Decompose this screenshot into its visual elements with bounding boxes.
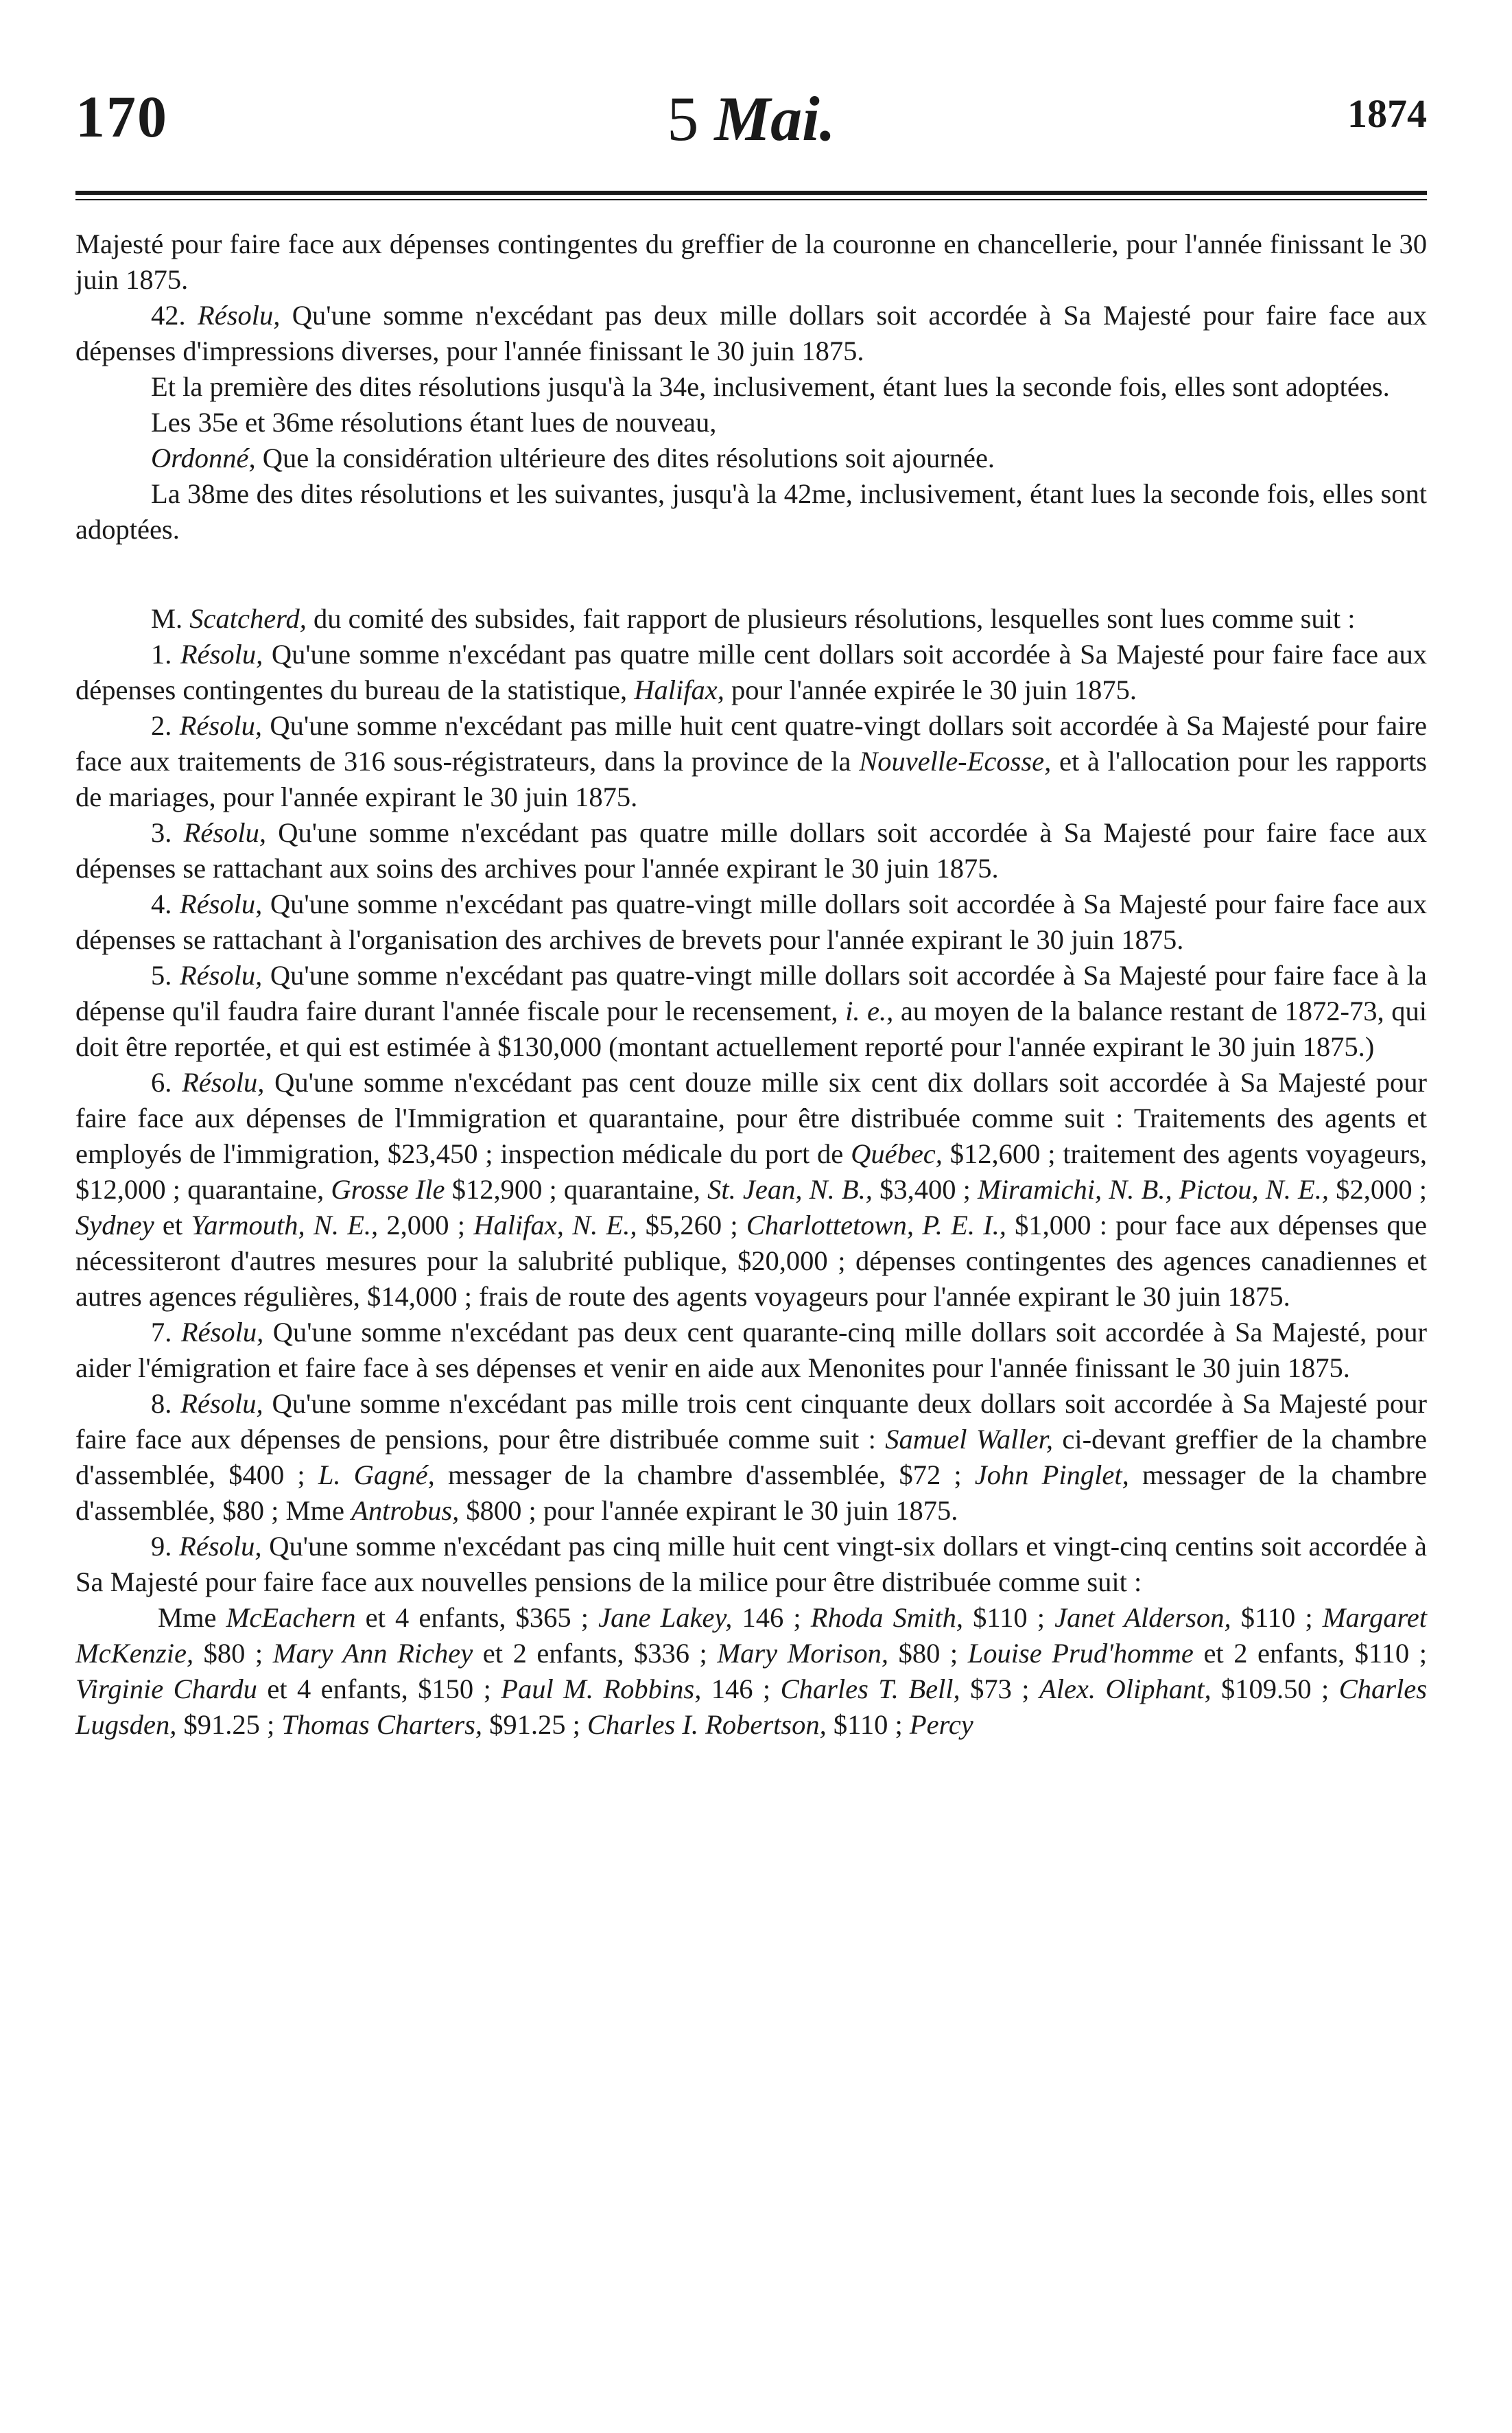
page-header [75, 82, 1427, 158]
header-rule-thin [75, 199, 1427, 200]
resolution-8: 8. Résolu, Qu'une somme n'excédant pas mille trois cent cinquante deux dollars soit accordée à Sa Majesté pour faire face aux dépenses de pensions, pour être distribuée comme suit : Samuel Waller, ci-devant greffier de la chambre d'assemblée, $400 ; L. Gagné, messager de la chambre d'assemblée, $72 ; John Pinglet, messager de la chambre d'assemblée, $80 ; Mme Antrobus, $800 ; pour l'année expirant le 30 juin 1875. [75, 1388, 1428, 1526]
header-date [75, 82, 1427, 155]
header-year: 1874 [1347, 91, 1427, 136]
paragraph-ordonne: Ordonné, Que la considération ultérieure des dites résolutions soit ajournée. [151, 443, 995, 473]
resolution-2: 2. Résolu, Qu'une somme n'excédant pas mille huit cent quatre-vingt dollars soit accordée à Sa Majesté pour faire face aux traitements de 316 sous-régistrateurs, dans la province de la Nouvelle-Ecosse, et à l'allocation pour les rapports de mariages, pour l'année expirant le 30 juin 1875. [75, 710, 1428, 812]
paragraph-report: M. Scatcherd, du comité des subsides, fait rapport de plusieurs résolutions, lesquelles sont lues comme suit : [151, 603, 1356, 634]
pension-list: Mme McEachern et 4 enfants, $365 ; Jane Lakey, 146 ; Rhoda Smith, $110 ; Janet Alderson, $110 ; Margaret McKenzie, $80 ; Mary Ann Richey et 2 enfants, $336 ; Mary Morison, $80 ; Louise Prud'homme et 2 enfants, $110 ; Virginie Chardu et 4 enfants, $150 ; Paul M. Robbins, 146 ; Charles T. Bell, $73 ; Alex. Oliphant, $109.50 ; Charles Lugsden, $91.25 ; Thomas Charters, $91.25 ; Charles I. Robertson, $110 ; Percy [75, 1602, 1428, 1740]
resolution-9: 9. Résolu, Qu'une somme n'excédant pas cinq mille huit cent vingt-six dollars et vingt-cinq centins soit accordée à Sa Majesté pour faire face aux nouvelles pensions de la milice pour être distribuée comme suit : [75, 1531, 1427, 1597]
paragraph-adoption-2: La 38me des dites résolutions et les suivantes, jusqu'à la 42me, inclusivement, étant lues la seconde fois, elles sont adoptées. [75, 478, 1427, 545]
journal-text [75, 226, 1427, 1743]
paragraph-adoption: Et la première des dites résolutions jusqu'à la 34e, inclusivement, étant lues la seconde fois, elles sont adoptées. [151, 371, 1390, 402]
resolution-7: 7. Résolu, Qu'une somme n'excédant pas deux cent quarante-cinq mille dollars soit accordée à Sa Majesté, pour aider l'émigration et faire face à ses dépenses et venir en aide aux Menonites pour l'année finissant le 30 juin 1875. [75, 1317, 1428, 1383]
resolution-1: 1. Résolu, Qu'une somme n'excédant pas quatre mille cent dollars soit accordée à Sa Majesté pour faire face aux dépenses contingentes du bureau de la statistique, Halifax, pour l'année expirée le 30 juin 1875. [75, 639, 1427, 705]
paragraph-continuation: Majesté pour faire face aux dépenses contingentes du greffier de la couronne en chancellerie, pour l'année finissant le 30 juin 1875. [75, 228, 1427, 295]
date-day: 5 [667, 84, 699, 154]
resolution-4: 4. Résolu, Qu'une somme n'excédant pas quatre-vingt mille dollars soit accordée à Sa Majesté pour faire face aux dépenses se rattachant à l'organisation des archives de brevets pour l'année expirant le 30 juin 1875. [75, 889, 1427, 955]
date-month: Mai. [714, 84, 836, 154]
resolution-42: 42. Résolu, Qu'une somme n'excédant pas deux mille dollars soit accordée à Sa Majesté pour faire face aux dépenses d'impressions diverses, pour l'année finissant le 30 juin 1875. [75, 300, 1427, 366]
resolution-5: 5. Résolu, Qu'une somme n'excédant pas quatre-vingt mille dollars soit accordée à Sa Majesté pour faire face à la dépense qu'il faudra faire durant l'année fiscale pour le recensement, i. e., au moyen de la balance restant de 1872-73, qui doit être reportée, et qui est estimée à $130,000 (montant actuellement reporté pour l'année expirant le 30 juin 1875.) [75, 960, 1427, 1062]
header-rule [75, 191, 1427, 195]
resolution-6: 6. Résolu, Qu'une somme n'excédant pas cent douze mille six cent dix dollars soit accordée à Sa Majesté pour faire face aux dépenses de l'Immigration et quarantaine, pour être distribuée comme suit : Traitements des agents et employés de l'immigration, $23,450 ; inspection médicale du port de Québec, $12,600 ; traitement des agents voyageurs, $12,000 ; quarantaine, Grosse Ile $12,900 ; quarantaine, St. Jean, N. B., $3,400 ; Miramichi, N. B., Pictou, N. E., $2,000 ; Sydney et Yarmouth, N. E., 2,000 ; Halifax, N. E., $5,260 ; Charlottetown, P. E. I., $1,000 : pour face aux dépenses que nécessiteront d'autres mesures pour la salubrité publique, $20,000 ; dépenses contingentes des agences canadiennes et autres agences régulières, $14,000 ; frais de route des agents voyageurs pour l'année expirant le 30 juin 1875. [75, 1067, 1428, 1312]
page-number: 170 [75, 84, 168, 150]
resolution-3: 3. Résolu, Qu'une somme n'excédant pas quatre mille dollars soit accordée à Sa Majesté pour faire face aux dépenses se rattachant aux soins des archives pour l'année expirant le 30 juin 1875. [75, 817, 1428, 884]
paragraph-reading: Les 35e et 36me résolutions étant lues de nouveau, [151, 407, 717, 438]
